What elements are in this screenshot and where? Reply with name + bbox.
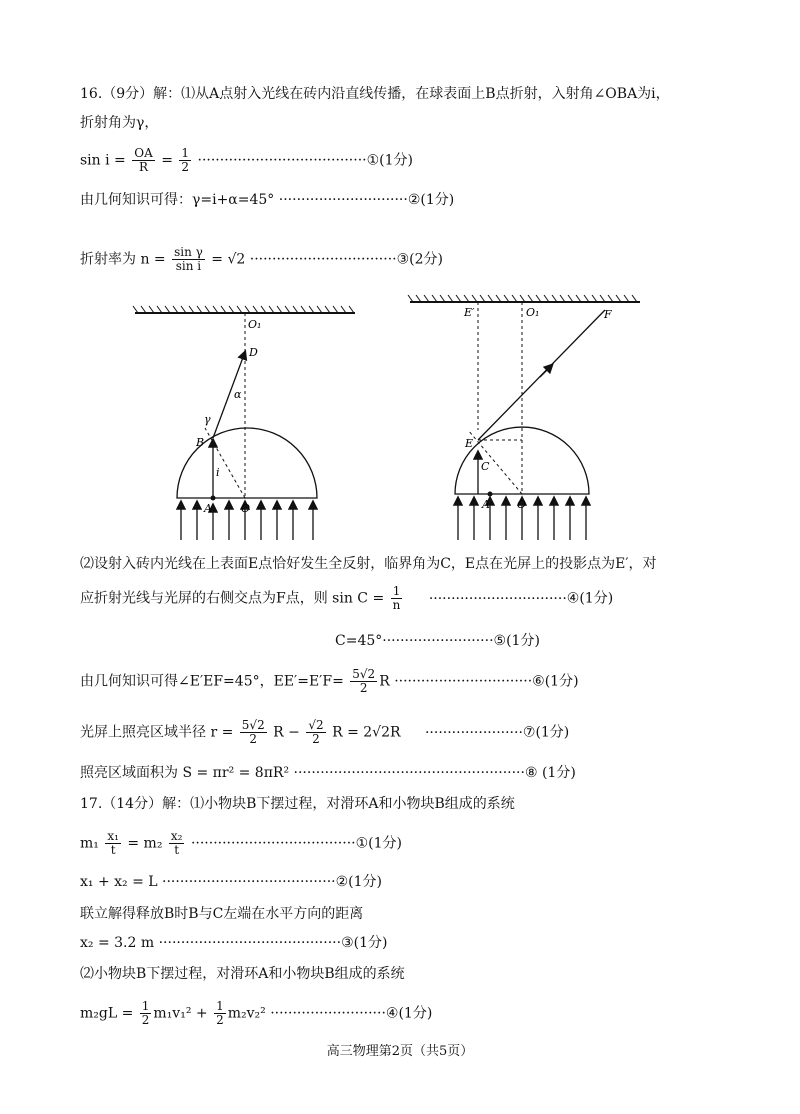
eq1-lhs: sin i = xyxy=(80,152,126,169)
eq2-text: 由几何知识可得：γ=i+α=45° xyxy=(80,192,275,208)
right-diagram xyxy=(408,295,640,540)
p17-eq4-t2: m₂v₂² xyxy=(227,1005,266,1022)
optics-diagrams xyxy=(0,290,800,550)
p17-eq4-lhs: m₂gL = xyxy=(80,1005,134,1022)
p16-header: 16.（9分）解：⑴从A点射入光线在砖内沿直线传播，在球表面上B点折射，入射角∠OBA为i， xyxy=(80,86,670,102)
label-F: F xyxy=(604,308,612,321)
page-footer: 高三物理第2页（共5页） xyxy=(326,1044,474,1059)
label-C: C xyxy=(481,460,490,473)
p17-eq1-eq: = m₂ xyxy=(127,835,163,852)
eq7-tail: R = 2√2R xyxy=(332,724,401,741)
label-E-prime: E′ xyxy=(464,306,475,319)
p17-eq4-t1: m₁v₁² + xyxy=(153,1005,208,1022)
eq6-mark: ⑥(1分) xyxy=(532,673,579,690)
eq3-mark: ③(2分) xyxy=(396,251,443,268)
label-i: i xyxy=(216,466,220,479)
eq7-mid: R − xyxy=(273,724,300,741)
p17-eq4-mark: ④(1分) xyxy=(385,1005,433,1022)
label-alpha: α xyxy=(234,388,242,401)
p16-part2-line1: ⑵设射入砖内光线在上表面E点恰好发生全反射，临界角为C，E点在光屏上的投影点为E′，对 xyxy=(80,556,657,572)
p17-eq3-text: x₂ = 3.2 m xyxy=(80,935,155,951)
label-O1-right: O₁ xyxy=(526,306,540,319)
eq3-frac: $\frac{\text{sin γ}}{\text{sin i}}$ xyxy=(174,245,203,273)
eq8-text: 照亮区域面积为 S = πr² = 8πR² xyxy=(80,765,290,781)
eq7-text: 光屏上照亮区域半径 r = xyxy=(80,724,234,741)
p17-eq1-m1: m₁ xyxy=(80,835,99,852)
eq5-text: C=45° xyxy=(335,633,383,649)
p17-eq4-half1: $\frac{1}{2}$ xyxy=(141,999,150,1027)
label-A: A xyxy=(204,502,212,515)
p17-eq1-frac1: $\frac{\text{x₁}}{t}$ xyxy=(107,829,119,857)
p17-eq3-mark: ③(1分) xyxy=(341,935,388,951)
eq7-frac1: $\frac{5√2}{2}$ xyxy=(241,718,265,746)
eq5-mark: ⑤(1分) xyxy=(493,633,540,649)
label-O: O xyxy=(241,502,251,515)
p17-line3: 联立解得释放B时B与C左端在水平方向的距离 xyxy=(80,906,364,922)
p16-header2: 折射角为γ， xyxy=(80,115,159,131)
p16-eq7: 光屏上照亮区域半径 r = $\frac{5√2}{2}$ R − $\frac{√2}{2}$ R = 2√2R ······················⑦(1分) xyxy=(80,718,570,746)
left-diagram xyxy=(133,306,355,540)
p17-eq1-mark: ①(1分) xyxy=(355,835,402,852)
p17-eq4-half2: $\frac{1}{2}$ xyxy=(216,999,224,1027)
p17-eq2: x₁ + x₂ = L ·······································②(1分) xyxy=(80,874,382,890)
p17-eq2-mark: ②(1分) xyxy=(335,874,382,890)
p17-eq3: x₂ = 3.2 m ·········································③(1分) xyxy=(80,935,388,951)
p17-eq4: m₂gL = $\frac{1}{2}$ m₁v₁² + $\frac{1}{2}$ m₂v₂² ··························④(1分) xyxy=(80,999,433,1027)
label-A-right: A xyxy=(482,498,490,511)
p16-eq3: 折射率为 n = $\frac{\text{sin γ}}{\text{sin i}}$ = √2 ·································③(2分) xyxy=(80,245,443,273)
p17-eq2-text: x₁ + x₂ = L xyxy=(80,874,158,890)
part2-frac: $\frac{1}{n}$ xyxy=(392,584,401,612)
p16-part2-line2: 应折射光线与光屏的右侧交点为F点，则 sin C = $\frac{1}{n}$ ·······························④(1分) xyxy=(80,584,614,612)
p17-header: 17.（14分）解：⑴小物块B下摆过程，对滑环A和小物块B组成的系统 xyxy=(80,796,515,812)
part2-mark: ④(1分) xyxy=(566,590,614,607)
p17-eq1: m₁ $\frac{\text{x₁}}{t}$ = m₂ $\frac{\text{x₂}}{t}$ ·····································①(1分) xyxy=(80,829,402,857)
eq8-mark: ⑧ (1分) xyxy=(524,765,576,781)
eq7-mark: ⑦(1分) xyxy=(522,724,570,741)
eq1-frac1: $\frac{OA}{R}$ xyxy=(134,146,153,174)
eq7-frac2: $\frac{√2}{2}$ xyxy=(308,718,324,746)
eq3-rhs: = √2 xyxy=(211,251,246,268)
p16-eq5: C=45°·························⑤(1分) xyxy=(335,633,540,649)
label-O-right: O xyxy=(517,498,527,511)
label-B: B xyxy=(196,436,205,449)
label-gamma: γ xyxy=(204,413,211,426)
p16-eq2: 由几何知识可得：γ=i+α=45° ·····························②(1分) xyxy=(80,192,455,208)
eq1-frac2: $\frac{1}{2}$ xyxy=(181,146,190,174)
label-O1: O₁ xyxy=(248,318,262,331)
eq1-mark: ①(1分) xyxy=(366,152,413,169)
part2-text: 应折射光线与光屏的右侧交点为F点，则 sin C = xyxy=(80,590,385,607)
eq6-text: 由几何知识可得∠E′EF=45°，EE′=E′F= xyxy=(80,673,344,690)
eq6-tail: R xyxy=(379,673,390,690)
label-D: D xyxy=(249,346,258,359)
p16-eq6: 由几何知识可得∠E′EF=45°，EE′=E′F= $\frac{5√2}{2}$ R ·······························⑥(1分) xyxy=(80,667,579,695)
p17-eq1-frac2: $\frac{\text{x₂}}{t}$ xyxy=(170,829,183,857)
p17-line4: ⑵小物块B下摆过程，对滑环A和小物块B组成的系统 xyxy=(80,966,405,982)
p16-eq1: sin i = $\frac{OA}{R}$ = $\frac{1}{2}$ ······································①(1分) xyxy=(80,146,413,174)
p16-eq8: 照亮区域面积为 S = πr² = 8πR² ····················································⑧ (1分) xyxy=(80,765,576,781)
eq3-lhs: 折射率为 n = xyxy=(80,251,166,268)
label-E: E xyxy=(465,437,474,450)
eq6-frac: $\frac{5√2}{2}$ xyxy=(352,667,376,695)
eq2-mark: ②(1分) xyxy=(407,192,455,208)
